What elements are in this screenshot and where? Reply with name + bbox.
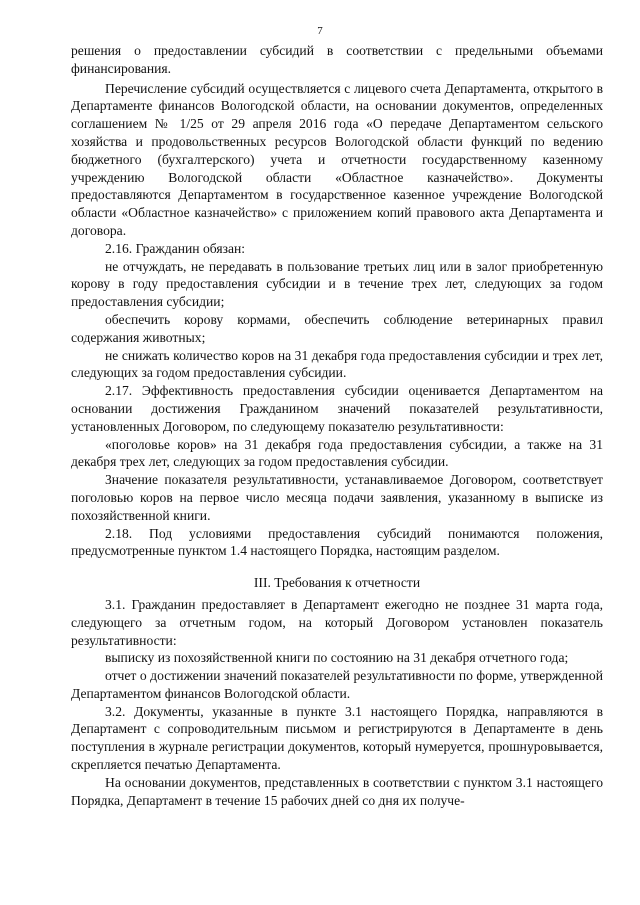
paragraph: выписку из похозяйственной книги по состоянию на 31 декабря отчетного года;: [105, 650, 569, 666]
paragraph: 2.18. Под условиями предоставления субсидий понимаются положения, предусмотренные пунктом 1.4 настоящего Порядка, настоящим разделом.: [71, 525, 603, 559]
paragraph: Значение показателя результативности, устанавливаемое Договором, соответствует поголовью коров на первое число месяца подачи заявления, указанному в выписке из похозяйственной книги.: [71, 472, 603, 523]
paragraph: 2.16. Гражданин обязан:: [105, 240, 246, 256]
paragraph: обеспечить корову кормами, обеспечить соблюдение ветеринарных правил содержания животных;: [71, 311, 603, 345]
paragraph: На основании документов, представленных в соответствии с пунктом 3.1 настоящего Порядка, Департамент в течение 15 рабочих дней со дня их получе-: [71, 774, 603, 808]
section-title: III. Требования к отчетности: [253, 575, 421, 591]
paragraph: не отчуждать, не передавать в пользование третьих лиц или в залог приобретенную корову в году предоставления субсидии и в течение трех лет, следующих за годом предоставления субсидии;: [71, 258, 603, 310]
paragraph: «поголовье коров» на 31 декабря года предоставления субсидии, а также на 31 декабря трех лет, следующих за годом предоставления субсидии.: [71, 436, 603, 470]
paragraph: 3.1. Гражданин предоставляет в Департамент ежегодно не позднее 31 марта года, следующего за отчетным годом, на который Договором установлен показатель результативности:: [71, 596, 603, 648]
paragraph: решения о предоставлении субсидий в соответствии с предельными объемами финансирования.: [71, 43, 603, 76]
paragraph: не снижать количество коров на 31 декабря года предоставления субсидии и трех лет, следующих за годом предоставления субсидии.: [71, 347, 603, 381]
document-body: [71, 42, 603, 809]
paragraph: 2.17. Эффективность предоставления субсидии оценивается Департаментом на основании достижения Гражданином значений показателей результативности, установленных Договором, по следующему показателю результативности:: [71, 383, 603, 434]
page-number: 7: [317, 25, 323, 37]
paragraph: 3.2. Документы, указанные в пункте 3.1 настоящего Порядка, направляются в Департамент с сопроводительным письмом и регистрируются в Департаменте в день поступления в журнале регистрации документов, который нумеруется, прошнуровывается, скрепляется печатью Департамента.: [71, 703, 603, 773]
paragraph: Перечисление субсидий осуществляется с лицевого счета Департамента, открытого в Департаменте финансов Вологодской области, на основании документов, определенных соглашением № 1/25 от 29 апреля 2016 года «О передаче Департаментом сельского хозяйства и продовольственных ресурсов Вологодской области функций по ведению бюджетного (бухгалтерского) учета и отчетности государственному казенному учреждению Вологодской области «Областное казначейство». Документы предоставляются Департаментом в государственное казенное учреждение Вологодской области «Областное казначейство» с приложением копий правового акта Департамента и договора.: [71, 80, 603, 238]
paragraph: отчет о достижении значений показателей результативности по форме, утвержденной Департаментом финансов Вологодской области.: [71, 668, 603, 701]
